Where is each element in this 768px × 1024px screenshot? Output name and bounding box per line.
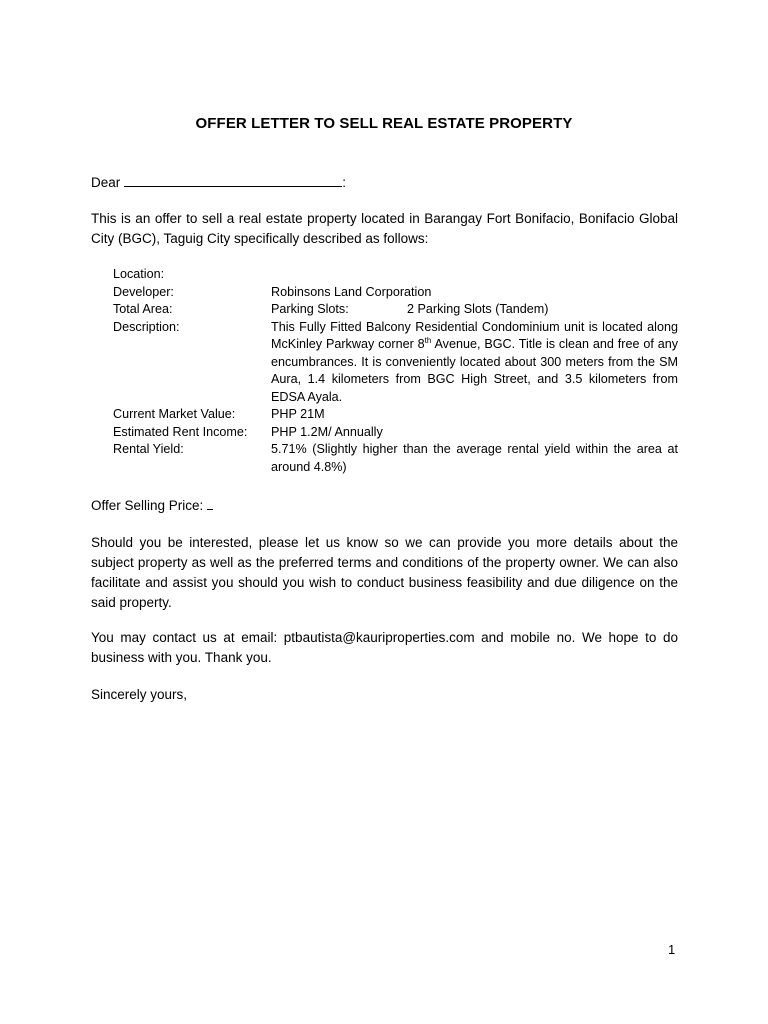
location-value [271, 266, 678, 284]
salutation-colon: : [342, 175, 347, 190]
description-superscript: th [424, 335, 432, 345]
market-value: PHP 21M [271, 407, 325, 421]
detail-row-rental-yield [113, 441, 678, 476]
location-label: Location: [113, 267, 165, 281]
offer-price-line [91, 495, 678, 516]
area-value: 2 Parking Slots (Tandem) [407, 302, 549, 316]
detail-row-description [113, 319, 678, 407]
area-sub-label: Parking Slots: [271, 302, 349, 316]
offer-price-blank [207, 495, 213, 510]
offer-price-label: Offer Selling Price: [91, 498, 204, 513]
developer-label: Developer: [113, 284, 174, 299]
description-text-1: This Fully Fitted Balcony Residential Condominium unit is located along McKinley Parkway corner 8 [271, 319, 678, 351]
page-number: 1 [668, 942, 676, 957]
description-label: Description: [113, 319, 180, 334]
contact-paragraph: You may contact us at email: ptbautista@kauriproperties.com and mobile no. We hope to do business with you. Thank you. [91, 630, 678, 665]
salutation [91, 172, 678, 193]
detail-row-location [113, 266, 678, 284]
recipient-blank-line [124, 172, 342, 187]
rental-yield-label: Rental Yield: [113, 442, 184, 456]
area-label: Total Area: [113, 302, 173, 316]
detail-row-rent-income [113, 424, 678, 442]
area-value-group [271, 301, 678, 319]
detail-row-area [113, 301, 678, 319]
intro-paragraph: This is an offer to sell a real estate property located in Barangay Fort Bonifacio, Bonifacio Global City (BGC), Taguig City specifically described as follows: [91, 211, 678, 246]
market-value-label: Current Market Value: [113, 407, 236, 421]
letter-title: OFFER LETTER TO SELL REAL ESTATE PROPERTY [195, 115, 573, 132]
rental-yield-value: 5.71% (Slightly higher than the average rental yield within the area at around 4.8%) [271, 442, 678, 474]
detail-row-market-value [113, 406, 678, 424]
developer-value: Robinsons Land Corporation [271, 284, 432, 299]
description-text-2: Avenue, BGC. Title is clean and free of any encumbrances. It is conveniently located about 300 meters from the SM Aura, 1.4 kilometers from BGC High Street, and 3.5 kilometers from EDSA Ayala. [271, 337, 679, 404]
closing-line: Sincerely yours, [91, 687, 188, 702]
detail-row-developer [113, 284, 678, 302]
description-value [271, 319, 678, 407]
rent-income-label: Estimated Rent Income: [113, 424, 248, 439]
interest-paragraph: Should you be interested, please let us know so we can provide you more details about the subject property as well as the preferred terms and conditions of the property owner. We can also facilitate and assist you should you wish to conduct business feasibility and due diligence on the said property. [91, 535, 678, 610]
rent-income-value: PHP 1.2M/ Annually [271, 424, 383, 439]
property-details [113, 266, 678, 476]
salutation-greeting: Dear [91, 175, 121, 190]
